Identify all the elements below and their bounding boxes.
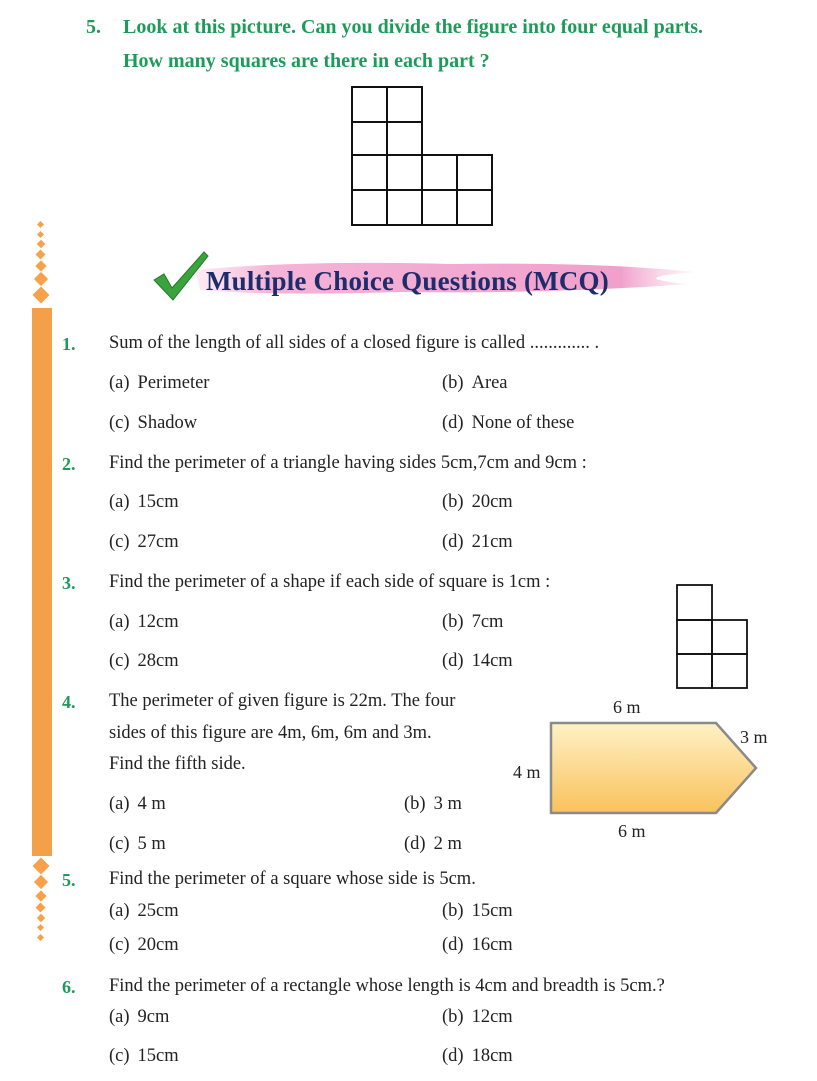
question-text-line-2: sides of this figure are 4m, 6m, 6m and 3m. <box>109 723 432 743</box>
question-text: Find the perimeter of a triangle having sides 5cm,7cm and 9cm : <box>109 453 587 473</box>
question-number: 2. <box>62 454 76 474</box>
option-text: 4 m <box>137 794 166 814</box>
option-text: 16cm <box>471 935 513 955</box>
option-text: 12cm <box>471 1007 513 1027</box>
question-number: 5. <box>62 870 76 890</box>
option-c <box>109 532 179 553</box>
option-label: (d) <box>442 1046 464 1066</box>
option-c <box>109 935 179 956</box>
option-text: 27cm <box>137 532 179 552</box>
exercise-question-line-1: Look at this picture. Can you divide the figure into four equal parts. <box>123 16 704 38</box>
option-label: (c) <box>109 834 130 854</box>
q3-square-figure <box>675 583 751 691</box>
question-text-line-1: The perimeter of given figure is 22m. The four <box>109 691 456 711</box>
option-d <box>442 1046 513 1067</box>
option-c <box>109 651 179 672</box>
option-d <box>442 935 513 956</box>
option-label: (d) <box>442 651 464 671</box>
option-text: 3 m <box>433 794 462 814</box>
option-label: (b) <box>442 492 464 512</box>
option-text: 15cm <box>137 492 179 512</box>
option-b <box>442 373 508 394</box>
option-a <box>109 492 179 513</box>
option-a <box>109 612 179 633</box>
dimension-label-bottom: 6 m <box>618 821 646 841</box>
question-text: Find the perimeter of a rectangle whose length is 4cm and breadth is 5cm.? <box>109 976 665 996</box>
option-label: (b) <box>442 1007 464 1027</box>
option-c <box>109 413 197 434</box>
option-b <box>442 901 513 922</box>
option-text: 21cm <box>471 532 513 552</box>
option-label: (a) <box>109 901 130 921</box>
option-c <box>109 834 166 855</box>
option-label: (d) <box>404 834 426 854</box>
left-dots-decoration-bottom <box>36 860 46 950</box>
left-orange-bar <box>32 308 52 856</box>
option-text: 15cm <box>137 1046 179 1066</box>
dimension-label-left: 4 m <box>513 762 541 782</box>
option-label: (d) <box>442 532 464 552</box>
option-text: 20cm <box>471 492 513 512</box>
question-number: 6. <box>62 977 76 997</box>
option-label: (c) <box>109 413 130 433</box>
option-text: 14cm <box>471 651 513 671</box>
option-label: (b) <box>442 612 464 632</box>
option-text: Perimeter <box>137 373 210 393</box>
option-label: (a) <box>109 1007 130 1027</box>
option-label: (c) <box>109 1046 130 1066</box>
option-b <box>442 1007 513 1028</box>
question-text-line-3: Find the fifth side. <box>109 754 246 774</box>
option-label: (a) <box>109 492 130 512</box>
option-label: (d) <box>442 413 464 433</box>
option-text: None of these <box>471 413 575 433</box>
option-label: (a) <box>109 373 130 393</box>
l-shaped-grid-figure <box>350 85 496 227</box>
option-text: 28cm <box>137 651 179 671</box>
option-label: (c) <box>109 935 130 955</box>
option-b <box>442 612 503 633</box>
q4-pentagon-figure <box>548 720 762 818</box>
option-d <box>442 413 574 434</box>
option-text: Shadow <box>137 413 198 433</box>
option-d <box>442 651 513 672</box>
checkmark-icon <box>152 250 212 302</box>
option-text: 15cm <box>471 901 513 921</box>
option-text: 25cm <box>137 901 179 921</box>
option-c <box>109 1046 179 1067</box>
option-a <box>109 373 209 394</box>
option-b <box>404 794 462 815</box>
question-number: 1. <box>62 334 76 354</box>
left-dots-decoration-top <box>36 222 46 312</box>
question-number: 4. <box>62 692 76 712</box>
option-text: 20cm <box>137 935 179 955</box>
question-text: Find the perimeter of a shape if each side of square is 1cm : <box>109 572 551 592</box>
option-label: (c) <box>109 532 130 552</box>
option-text: 5 m <box>137 834 166 854</box>
option-a <box>109 794 166 815</box>
option-text: 9cm <box>137 1007 170 1027</box>
option-label: (c) <box>109 651 130 671</box>
option-d <box>404 834 462 855</box>
option-text: 18cm <box>471 1046 513 1066</box>
option-a <box>109 901 179 922</box>
option-label: (a) <box>109 612 130 632</box>
option-text: 12cm <box>137 612 179 632</box>
question-text: Find the perimeter of a square whose side is 5cm. <box>109 869 476 889</box>
option-text: 2 m <box>433 834 462 854</box>
option-d <box>442 532 513 553</box>
exercise-number: 5. <box>86 16 101 38</box>
exercise-question-line-2: How many squares are there in each part ? <box>123 50 490 72</box>
option-text: 7cm <box>471 612 504 632</box>
dimension-label-top: 6 m <box>613 697 641 717</box>
option-label: (a) <box>109 794 130 814</box>
option-label: (d) <box>442 935 464 955</box>
option-label: (b) <box>442 373 464 393</box>
question-number: 3. <box>62 573 76 593</box>
option-b <box>442 492 513 513</box>
question-text: Sum of the length of all sides of a closed figure is called ............. . <box>109 333 600 353</box>
section-title: Multiple Choice Questions (MCQ) <box>206 266 609 296</box>
option-a <box>109 1007 169 1028</box>
dimension-label-right: 3 m <box>740 727 768 747</box>
option-label: (b) <box>404 794 426 814</box>
option-label: (b) <box>442 901 464 921</box>
option-text: Area <box>471 373 508 393</box>
